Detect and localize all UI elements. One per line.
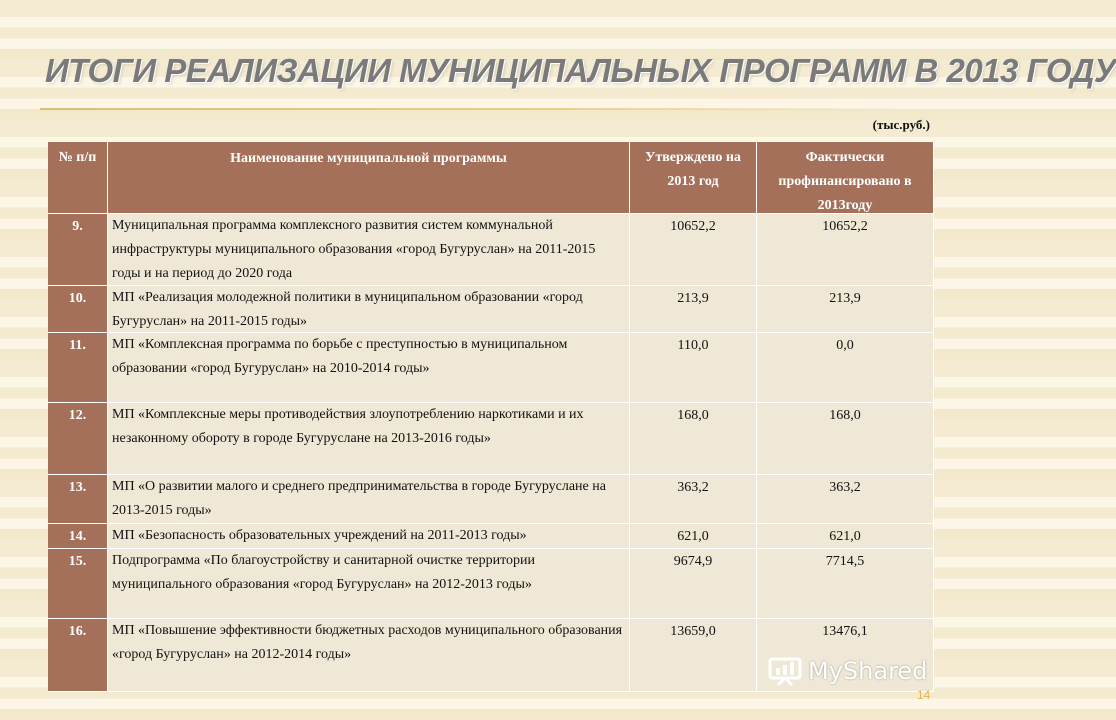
- financed-value: 10652,2: [757, 214, 934, 286]
- financed-value: 168,0: [757, 403, 934, 475]
- approved-value: 10652,2: [630, 214, 757, 286]
- approved-value: 213,9: [630, 286, 757, 333]
- approved-value: 110,0: [630, 333, 757, 403]
- units-label: (тыс.руб.): [872, 117, 930, 132]
- header-name: Наименование муниципальной программы: [108, 142, 630, 214]
- program-name: МП «Комплексные меры противодействия злоупотреблению наркотиками и их незаконному обороту в городе Бугуруслане на 2013-2016 годы»: [108, 403, 630, 475]
- program-name: Подпрограмма «По благоустройству и санитарной очистке территории муниципального образования «город Бугуруслан» на 2012-2013 годы»: [108, 549, 630, 619]
- page-number: 14: [917, 688, 931, 702]
- watermark-text: MyShared: [808, 657, 928, 685]
- title-underline: [40, 108, 925, 110]
- presentation-screen-icon: [768, 656, 802, 686]
- program-name: МП «Комплексная программа по борьбе с преступностью в муниципальном образовании «город Бугуруслан» на 2010-2014 годы»: [108, 333, 630, 403]
- myshared-watermark: [768, 656, 927, 686]
- programs-table: [48, 141, 934, 692]
- row-number: 15.: [48, 549, 108, 619]
- approved-value: 13659,0: [630, 619, 757, 692]
- financed-value: 621,0: [757, 524, 934, 549]
- financed-value: 0,0: [757, 333, 934, 403]
- financed-value: 213,9: [757, 286, 934, 333]
- financed-value: 7714,5: [757, 549, 934, 619]
- approved-value: 363,2: [630, 475, 757, 524]
- program-name: Муниципальная программа комплексного развития систем коммунальной инфраструктуры муниципального образования «город Бугуруслан» на 2011-2015 годы и на период до 2020 года: [108, 214, 630, 286]
- row-number: 12.: [48, 403, 108, 475]
- row-number: 11.: [48, 333, 108, 403]
- header-financed: Фактически профинансировано в 2013году: [757, 142, 934, 214]
- approved-value: 9674,9: [630, 549, 757, 619]
- row-number: 10.: [48, 286, 108, 333]
- row-number: 14.: [48, 524, 108, 549]
- row-number: 9.: [48, 214, 108, 286]
- header-num: № п/п: [48, 142, 108, 214]
- slide-title: ИТОГИ РЕАЛИЗАЦИИ МУНИЦИПАЛЬНЫХ ПРОГРАММ В 2013 ГОДУ: [45, 52, 1116, 89]
- approved-value: 621,0: [630, 524, 757, 549]
- approved-value: 168,0: [630, 403, 757, 475]
- row-number: 13.: [48, 475, 108, 524]
- program-name: МП «Повышение эффективности бюджетных расходов муниципального образования «город Бугуруслан» на 2012-2014 годы»: [108, 619, 630, 692]
- header-approved: Утверждено на 2013 год: [630, 142, 757, 214]
- financed-value: 13476,1: [757, 619, 934, 692]
- financed-value: 363,2: [757, 475, 934, 524]
- program-name: МП «Безопасность образовательных учреждений на 2011-2013 годы»: [108, 524, 630, 549]
- program-name: МП «Реализация молодежной политики в муниципальном образовании «город Бугуруслан» на 2011-2015 годы»: [108, 286, 630, 333]
- row-number: 16.: [48, 619, 108, 692]
- program-name: МП «О развитии малого и среднего предпринимательства в городе Бугуруслане на 2013-2015 годы»: [108, 475, 630, 524]
